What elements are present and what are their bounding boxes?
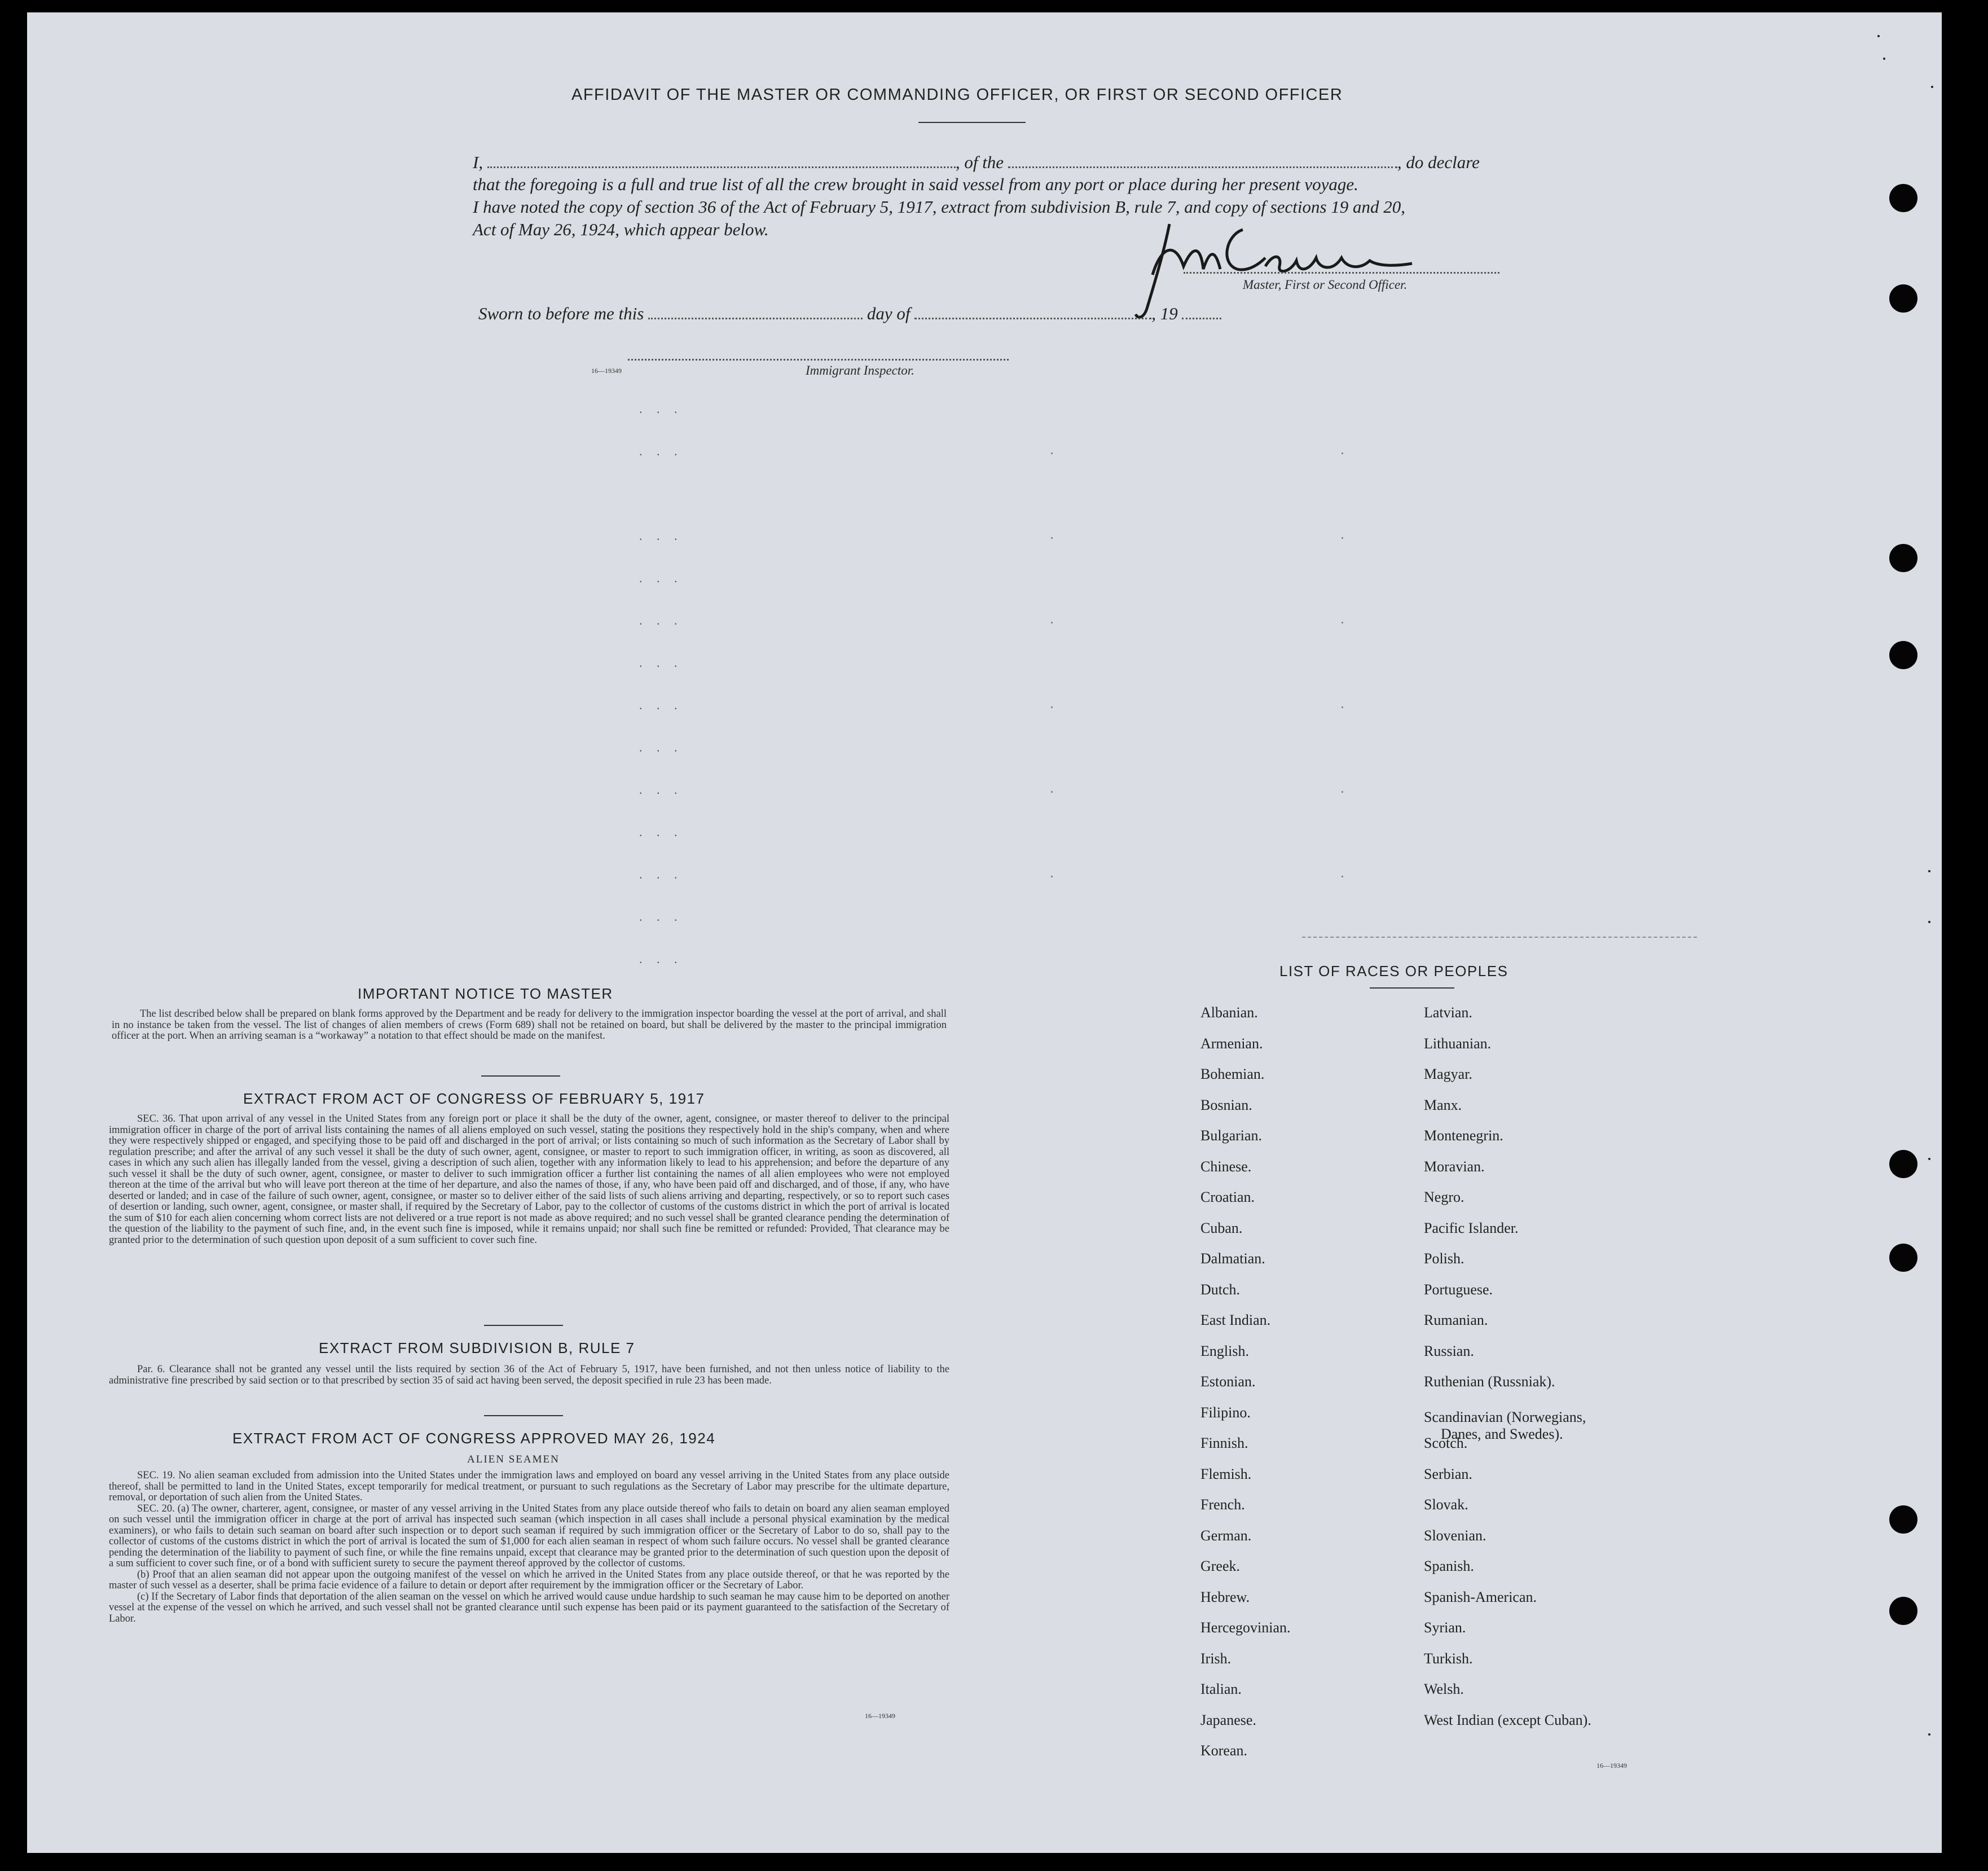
race-item: English. [1200, 1342, 1249, 1359]
race-item: Rumanian. [1424, 1312, 1488, 1328]
race-item: Italian. [1200, 1681, 1242, 1697]
binder-hole [1889, 184, 1917, 212]
guide-dots: . . . [639, 910, 683, 924]
race-item: Slovenian. [1424, 1527, 1486, 1544]
race-item: Spanish-American. [1424, 1588, 1537, 1605]
race-item: Cuban. [1200, 1219, 1243, 1236]
race-item: Flemish. [1200, 1465, 1252, 1482]
race-item: Bosnian. [1200, 1096, 1252, 1113]
race-item: Hercegovinian. [1200, 1619, 1291, 1636]
title-rule [918, 122, 1026, 123]
binder-hole [1889, 1244, 1917, 1272]
races-rule [1370, 987, 1454, 989]
race-item: Albanian. [1200, 1004, 1258, 1021]
guide-dot [1051, 876, 1053, 877]
speck [1928, 870, 1930, 872]
race-item: Serbian. [1424, 1465, 1472, 1482]
extract-1917-text: SEC. 36. That upon arrival of any vessel in the United States from any foreign port or place it shall be the duty of the owner, agent, consignee, or master thereof to deliver to the principal immigration officer in charge of the port of arrival lists containing the names of all aliens employed on such vessel, stating the positions they respectively hold in the ship's company, when and where they were respectively shipped or engaged, and specifying those to be paid off and discharged in the port of arrival; or lists containing so much of such information as the Secretary of Labor shall by regulation prescribe; and after the arrival of any such vessel it shall be the duty of such owner, agent, consignee, or master to report to such immigration officer, in writing, as soon as discovered, all cases in which any such alien has illegally landed from the vessel, giving a description of such alien, together with any information likely to lead to his apprehension; and before the departure of any such vessel it shall be the duty of such owner, agent, consignee, or master to deliver to such immigration officer a further list containing the names of all alien employees who were not employed thereon at the time of the arrival but who will leave port thereon at the time of her departure, and also the names of those, if any, who have been paid off and discharged, and of those, if any, who have deserted or landed; and in case of the failure of such owner, agent, consignee, or master so to deliver either of the said lists of such aliens arriving and departing, respectively, or so to report such cases of desertion or landing, such owner, agent, consignee, or master shall, if required by the Secretary of Labor, pay to the collector of customs of the customs district in which the port of arrival is located the sum of $10 for each alien concerning whom correct lists are not delivered or a true report is not made as above required; and no such vessel shall be granted clearance pending the determination of the question of the liability to the payment of such fine, and, in the event such fine is imposed, while it remains unpaid; nor shall such fine be remitted or refunded: Provided, That clearance may be granted prior to the determination of such question upon deposit of a sum sufficient to cover such fine. [109, 1113, 949, 1246]
guide-dots: . . . [639, 529, 683, 543]
race-item: Russian. [1424, 1342, 1474, 1359]
guide-dots: . . . [639, 656, 683, 670]
rule7-text: Par. 6. Clearance shall not be granted any vessel until the lists required by section 36 of the Act of February 5, 1917, have been furnished, and not then unless notice of liability to the administrative fine prescribed by said section or to that prescribed by section 35 of said act having been served, the deposit specified in rule 23 has been made. [109, 1364, 949, 1386]
races-title: LIST OF RACES OR PEOPLES [1279, 963, 1508, 980]
sworn-year-field[interactable] [1182, 318, 1221, 319]
declarant-name-field[interactable] [487, 166, 956, 168]
race-item: Bulgarian. [1200, 1127, 1263, 1144]
guide-dots: . . . [639, 783, 683, 797]
race-item: Scotch. [1424, 1435, 1468, 1451]
guide-dot [1342, 791, 1343, 793]
race-item: Korean. [1200, 1742, 1248, 1759]
guide-dot [1051, 706, 1053, 708]
race-item: Hebrew. [1200, 1588, 1250, 1605]
form-number-bottom-left: 16—19349 [865, 1712, 895, 1720]
race-item: Filipino. [1200, 1404, 1251, 1421]
year-prefix: , 19 [1151, 304, 1178, 323]
extract-1924-title: EXTRACT FROM ACT OF CONGRESS APPROVED MAY 26, 1924 [232, 1430, 716, 1447]
guide-dots: . . . [639, 867, 683, 881]
guide-dots: . . . [639, 571, 683, 585]
vessel-name-field[interactable] [1008, 166, 1397, 168]
race-item: East Indian. [1200, 1312, 1271, 1328]
race-item: Syrian. [1424, 1619, 1466, 1636]
extract-1917-title: EXTRACT FROM ACT OF CONGRESS OF FEBRUARY 5, 1917 [243, 1090, 705, 1107]
race-item: Turkish. [1424, 1650, 1473, 1667]
signature-line [1184, 272, 1499, 274]
race-item: Spanish. [1424, 1558, 1474, 1574]
race-item: Dutch. [1200, 1281, 1241, 1298]
guide-dot [1342, 453, 1343, 454]
sworn-text: Sworn to before me this [478, 304, 644, 323]
declarant-prefix: I, [473, 152, 483, 172]
sec-20a-text: SEC. 20. (a) The owner, charterer, agent, consignee, or master of any vessel arriving in the United States from any place outside thereof who fails to detain on board any alien seaman employed on such vessel until the immigration officer in charge at the port of arrival has inspected such seaman (which inspection in all cases shall include a personal physical examination by the medical examiners), or who fails to detain such seaman on board after such inspection or to deport such seaman if required by such immigration officer or the Secretary of Labor to do so, shall pay to the collector of customs of the customs district in which the port of arrival is located the sum of $1,000 for each alien seaman in respect of whom such failure occurs. No vessel shall be granted clearance pending the determination of the liability to payment of such fine, or while the fine remains unpaid, except that clearance may be granted prior to the determination of such question upon the deposit of a sum sufficient to cover such fine, or of a bond with sufficient surety to secure the payment thereof approved by the collector of customs. [109, 1503, 949, 1569]
race-item: Croatian. [1200, 1189, 1255, 1205]
guide-dots: . . . [639, 613, 683, 627]
race-item: Dalmatian. [1200, 1250, 1265, 1267]
binder-hole [1889, 1150, 1917, 1178]
of-the-text: , of the [955, 152, 1004, 172]
race-item: German. [1200, 1527, 1252, 1544]
sworn-day-field[interactable] [648, 318, 863, 319]
race-item: Irish. [1200, 1650, 1231, 1667]
form-number-bottom-right: 16—19349 [1596, 1762, 1627, 1769]
day-of-text: day of [867, 304, 911, 323]
guide-dot [1051, 453, 1053, 454]
race-item: Scandinavian (Norwegians, [1424, 1408, 1586, 1425]
speck [1931, 86, 1933, 88]
sec-19-text: SEC. 19. No alien seaman excluded from admission into the United States under the immigration laws and employed on board any vessel arriving in the United States from any place outside thereof, shall be permitted to land in the United States, except temporarily for medical treatment, or pursuant to such regulations as the Secretary of Labor may prescribe for the ultimate departure, removal, or deportation of such alien from the United States. [109, 1470, 949, 1503]
guide-dot [1051, 537, 1053, 539]
sworn-line [478, 304, 1221, 324]
race-item: West Indian (except Cuban). [1424, 1711, 1591, 1728]
speck [1928, 1733, 1930, 1736]
race-item: Manx. [1424, 1096, 1462, 1113]
race-item: Portuguese. [1424, 1281, 1493, 1298]
signer-label: Master, First or Second Officer. [1243, 278, 1408, 292]
inspector-label: Immigrant Inspector. [806, 363, 914, 377]
race-item: Polish. [1424, 1250, 1464, 1267]
rule7-title: EXTRACT FROM SUBDIVISION B, RULE 7 [319, 1339, 635, 1356]
declare-text: , do declare [1397, 152, 1480, 172]
affidavit-title: AFFIDAVIT OF THE MASTER OR COMMANDING OFFICER, OR FIRST OR SECOND OFFICER [571, 86, 1343, 104]
race-item: Japanese. [1200, 1711, 1256, 1728]
race-item: Welsh. [1424, 1681, 1464, 1697]
race-item: Negro. [1424, 1189, 1464, 1205]
race-item: Montenegrin. [1424, 1127, 1503, 1144]
guide-dots: . . . [639, 402, 683, 416]
extract-1917-rule [484, 1325, 563, 1326]
guide-dots: . . . [639, 740, 683, 754]
affidavit-line-4: Act of May 26, 1924, which appear below. [473, 219, 769, 239]
race-item: Danes, and Swedes). [1441, 1425, 1563, 1442]
alien-seamen-subtitle: ALIEN SEAMEN [467, 1453, 560, 1465]
race-item: Moravian. [1424, 1158, 1485, 1175]
notice-rule [481, 1075, 560, 1077]
binder-hole [1889, 1505, 1917, 1534]
binder-hole [1889, 544, 1917, 572]
speck [1928, 921, 1930, 923]
race-item: Slovak. [1424, 1496, 1468, 1513]
extract-1924-text [109, 1470, 949, 1624]
form-number-top: 16—19349 [591, 367, 622, 375]
guide-dots: . . . [639, 952, 683, 966]
rule7-rule [484, 1415, 563, 1416]
race-item: Magyar. [1424, 1066, 1472, 1082]
race-item: Armenian. [1200, 1035, 1263, 1052]
guide-dot [1342, 537, 1343, 539]
race-item: Lithuanian. [1424, 1035, 1492, 1052]
guide-dot [1342, 706, 1343, 708]
guide-dot [1342, 876, 1343, 877]
binder-hole [1889, 641, 1917, 669]
guide-dots: . . . [639, 825, 683, 839]
sec-20b-text: (b) Proof that an alien seaman did not appear upon the outgoing manifest of the vessel on which he arrived in the United States from any place outside thereof, or that he was reported by the master of such vessel as a deserter, shall be prima facie evidence of a failure to detain or deport after requirement by the immigration officer or the Secretary of Labor. [109, 1569, 949, 1591]
race-item: French. [1200, 1496, 1245, 1513]
sworn-month-field[interactable] [914, 318, 1151, 319]
binder-hole [1889, 1597, 1917, 1625]
affidavit-line-1 [473, 152, 1480, 173]
inspector-signature-line [628, 359, 1009, 361]
guide-dot [1342, 622, 1343, 623]
race-item: Ruthenian (Russniak). [1424, 1373, 1555, 1390]
document-page [27, 12, 1942, 1853]
race-item: Estonian. [1200, 1373, 1256, 1390]
guide-dots: . . . [639, 698, 683, 712]
race-item: Finnish. [1200, 1435, 1248, 1451]
race-item: Latvian. [1424, 1004, 1472, 1021]
binder-hole [1889, 284, 1917, 313]
notice-text: The list described below shall be prepared on blank forms approved by the Department and be ready for delivery to the immigration inspector boarding the vessel at the port of arrival, and shall in no instance be taken from the vessel. The list of changes of alien members of crews (Form 689) shall not be retained on board, but shall be delivered by the master to the principal immigration officer at the port. When an arriving seaman is a “workaway” a notation to that effect should be made on the manifest. [112, 1008, 947, 1042]
speck [1883, 58, 1885, 60]
notice-title: IMPORTANT NOTICE TO MASTER [358, 985, 613, 1002]
sec-20c-text: (c) If the Secretary of Labor finds that deportation of the alien seaman on the vessel on which he arrived would cause undue hardship to such seaman he may cause him to be deported on another vessel at the expense of the vessel on which he arrived, and such vessel shall not be granted clearance until such expense has been paid or its payment guaranteed to the satisfaction of the Secretary of Labor. [109, 1591, 949, 1624]
guide-dots: . . . [639, 444, 683, 458]
affidavit-line-3: I have noted the copy of section 36 of the Act of February 5, 1917, extract from subdivision B, rule 7, and copy of sections 19 and 20, [473, 197, 1406, 217]
speck [1928, 1158, 1930, 1160]
race-item: Bohemian. [1200, 1066, 1265, 1082]
faint-rule [1302, 937, 1697, 938]
guide-dot [1051, 791, 1053, 793]
race-item: Chinese. [1200, 1158, 1252, 1175]
guide-dot [1051, 622, 1053, 623]
race-item: Pacific Islander. [1424, 1219, 1519, 1236]
affidavit-line-2: that the foregoing is a full and true list of all the crew brought in said vessel from any port or place during her present voyage. [473, 174, 1358, 194]
race-item: Greek. [1200, 1558, 1241, 1574]
speck [1877, 35, 1880, 37]
